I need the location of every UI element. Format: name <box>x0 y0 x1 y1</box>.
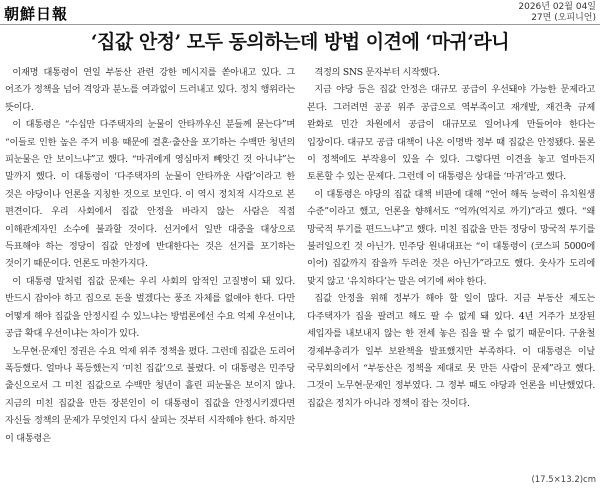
paragraph: 이 대통령 말처럼 집값 문제는 우리 사회의 암적인 고질병이 돼 있다. 반드시 잡아야 하고 집으로 돈을 벌겠다는 풍조 자체를 없애야 한다. 다만 어떻게 해야 집값을 안정시킬 수 있느냐는 방법론에선 수요 억제 우선이냐, 공급 확대 우선이냐는 차이가 있다. <box>5 275 295 340</box>
top-bar <box>0 0 600 22</box>
paragraph: 이 대통령은 야당의 집값 대책 비판에 대해 “언어 해독 능력이 유치원생 수준”이라고 했고, 언론을 향해서도 “억까(억지로 까기)”라고 했다. “왜 망국적 투기를 편드느냐”고 했다. 미친 집값을 만든 정당이 망국적 투기를 불러일으킨 것 아닌가. 민주당 원내대표는 “이 대통령이 (코스피 5000에 이어) 집값까지 잡을까 두려운 것은 아닌가”라고도 했다. 웃사가 도리에 맞지 않고 ‘유치하다’는 말은 여기에 써야 한다. <box>307 188 595 287</box>
newspaper-logo: 朝鮮日報 <box>4 5 69 23</box>
paragraph: 이 대통령은 “수십만 다주택자의 눈물이 안타까우신 분들께 묻는다”며 “이들로 인한 높은 주거 비용 때문에 결혼·출산을 포기하는 수백만 청년의 피눈물은 안 보이느냐”고 했다. “마귀에게 영심마저 빼앗긴 것 아니냐”는 말까지 했다. 이 대통령이 ‘다주택자의 눈물이 안타까운 사람’이라고 한 것은 야당이나 언론을 지칭한 것으로 보인다. 이 역시 정치적 시각으로 본 편견이다. 우리 사회에서 집값 안정을 바라지 않는 사람은 직접 이해관계자인 소수에 불과할 것이다. 선거에서 일반 대중을 대상으로 득표해야 하는 정당이 집값 안정에 반대한다는 것은 선거를 포기하는 것이기 때문이다. 언론도 마찬가지다. <box>5 119 295 270</box>
article-headline: ‘집값 안정’ 모두 동의하는데 방법 이견에 ‘마귀’라니 <box>90 31 510 53</box>
clipping-size-note: (17.5×13.2)cm <box>531 475 596 485</box>
publication-date: 2026년 02월 04일 <box>518 2 596 12</box>
paragraph: 격정의 SNS 문자부터 시작했다. <box>314 67 440 78</box>
paragraph: 노무현·문재인 정권은 수요 억제 위주 정책을 폈다. 그런데 집값은 도리어 폭등했다. 얼마나 폭등했는지 ‘미친 집값’으로 불렸다. 이 대통령은 민주당 출신으로서 그 미친 집값으로 수백만 청년이 흘린 피눈물은 보이지 않나. 지금의 미친 집값을 만든 장본인이 이 대통령이 집값을 안정시키겠다면 자신들 정책의 문제가 무엇인지 다시 살피는 것부터 시작해야 한다. 하지만 이 대통령은 <box>5 345 295 444</box>
article-column-left <box>5 64 295 474</box>
publication-info <box>518 2 596 24</box>
page-section: 27면 (오피니언) <box>531 13 596 23</box>
paragraph: 지금 야당 등은 집값 안정은 대규모 공급이 우선돼야 가능한 문제라고 본다. 그러려면 공공 위주 공급으로 역부족이고 재개발, 재건축 규제 완화로 민간 차원에서 공급이 대규모로 일어나게 만들어야 한다는 입장이다. 대규모 공급 대책이 나온 이명박 정부 때 집값은 안정됐다. 물론 이 정책에도 부작용이 있을 수 있다. 그렇다면 이견을 놓고 얼마든지 토론할 수 있는 문제다. 그런데 이 대통령은 상대를 ‘마귀’라고 했다. <box>307 84 595 183</box>
article-column-right <box>307 64 595 474</box>
paragraph: 집값 안정을 위해 정부가 해야 할 일이 많다. 지금 부동산 제도는 다주택자가 집을 팔려고 해도 팔 수 없게 돼 있다. 4년 거주가 보장된 세입자를 내보내지 않는 한 전세 놓은 집을 팔 수 없기 때문이다. 구윤철 경제부총리가 일부 보완책을 발표했지만 부족하다. 이 대통령은 이날 국무회의에서 “부동산은 정책을 제대로 못 만든 사람이 문제”라고 했다. 그것이 노무현·문재인 정부였다. 그 정부 때도 야당과 언론을 비난했었다. 집값은 정치가 아니라 정책이 잡는 것이다. <box>307 293 595 409</box>
paragraph: 이재명 대통령이 연일 부동산 관련 강한 메시지를 쏟아내고 있다. 그 어조가 정책을 넘어 격앙과 분노를 여과없이 드러내고 있다. 정치 행위라는 뜻이다. <box>5 67 295 113</box>
header-divider <box>0 24 600 25</box>
